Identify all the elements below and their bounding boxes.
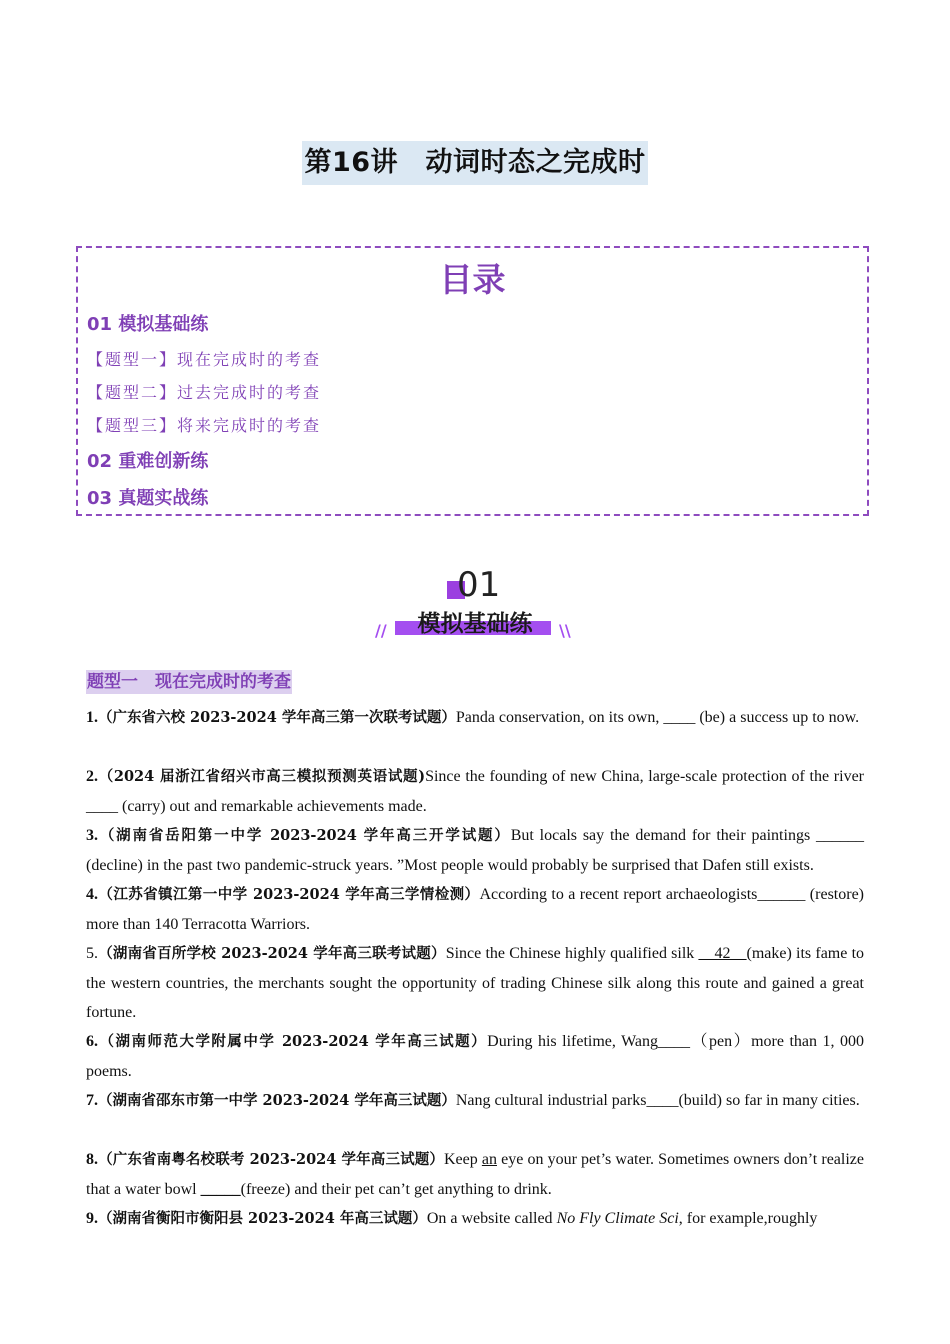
question-source: （湖南省岳阳第一中学 2023-2024 学年高三开学试题） bbox=[98, 827, 511, 844]
question-number: 2. bbox=[86, 768, 98, 785]
toc-item-1[interactable]: 【题型一】现在完成时的考查 bbox=[87, 350, 322, 369]
question-source: （湖南省邵东市第一中学 2023-2024 学年高三试题） bbox=[98, 1092, 456, 1109]
question-source: （广东省六校 2023-2024 学年高三第一次联考试题） bbox=[98, 709, 456, 726]
question-number: 1. bbox=[86, 709, 98, 726]
question-number: 4. bbox=[86, 886, 98, 903]
italic-title: No Fly Climate Sci bbox=[556, 1210, 679, 1227]
underlined-word: an bbox=[481, 1151, 497, 1168]
question-text: , for example,roughly bbox=[678, 1210, 818, 1227]
answer-blank: __42__ bbox=[698, 945, 747, 962]
question-text: According to a recent report archaeologists______ (restore) more than 140 Terracotta Warriors. bbox=[86, 886, 864, 933]
question-number: 3. bbox=[86, 827, 98, 844]
badge-left-mark: // bbox=[375, 621, 387, 640]
toc-item-2[interactable]: 【题型二】过去完成时的考查 bbox=[87, 383, 322, 402]
question-3 bbox=[86, 821, 864, 880]
toc-section-1[interactable]: 01 模拟基础练 bbox=[87, 314, 209, 335]
question-1 bbox=[86, 703, 864, 733]
question-text: Nang cultural industrial parks____(build) so far in many cities. bbox=[455, 1092, 860, 1109]
question-text: Since the Chinese highly qualified silk bbox=[445, 945, 699, 962]
question-text: But locals say the demand for their paintings ______ (decline) in the past two pandemic-struck years. ”Most people would probably be surprised that Dafen still exists. bbox=[86, 827, 865, 874]
question-number: 6. bbox=[86, 1033, 98, 1050]
question-9 bbox=[86, 1204, 864, 1234]
question-text: (make) its fame to the western countries, the merchants sought the opportunity of trading Chinese silk along this route and gained a great fortune. bbox=[86, 945, 865, 1021]
question-text: On a website called bbox=[426, 1210, 557, 1227]
section-badge bbox=[375, 565, 575, 645]
question-number: 9. bbox=[86, 1210, 98, 1227]
question-text: eye on your pet’s water. Sometimes owners don’t realize that a water bowl bbox=[86, 1151, 865, 1198]
question-text: Since the founding of new China, large-scale protection of the river ____ (carry) out and remarkable achievements made. bbox=[86, 768, 864, 815]
toc-section-3[interactable]: 03 真题实战练 bbox=[87, 488, 209, 509]
table-of-contents bbox=[76, 246, 869, 516]
question-8 bbox=[86, 1145, 864, 1204]
question-text: During his lifetime, Wang____（pen）more than 1, 000 poems. bbox=[86, 1033, 864, 1080]
badge-right-mark: \\ bbox=[559, 621, 571, 640]
question-4 bbox=[86, 880, 864, 939]
toc-item-3[interactable]: 【题型三】将来完成时的考查 bbox=[87, 416, 322, 435]
toc-heading: 目录 bbox=[439, 260, 506, 299]
question-source: （湖南省衡阳市衡阳县 2023-2024 年高三试题） bbox=[98, 1210, 427, 1227]
answer-blank: _____ bbox=[200, 1180, 241, 1198]
question-type-heading: 题型一 现在完成时的考查 bbox=[87, 672, 291, 692]
question-2 bbox=[86, 762, 864, 821]
toc-section-2[interactable]: 02 重难创新练 bbox=[87, 451, 209, 472]
question-number: 7. bbox=[86, 1092, 98, 1109]
question-source: （湖南师范大学附属中学 2023-2024 学年高三试题） bbox=[98, 1033, 488, 1050]
question-6 bbox=[86, 1027, 864, 1086]
question-5 bbox=[86, 939, 864, 1028]
doc-title: 第16讲 动词时态之完成时 bbox=[302, 141, 647, 185]
question-text: Keep bbox=[443, 1151, 482, 1168]
question-source: （2024 届浙江省绍兴市高三模拟预测英语试题) bbox=[98, 768, 426, 785]
question-source: （江苏省镇江第一中学 2023-2024 学年高三学情检测） bbox=[98, 886, 480, 903]
question-source: （广东省南粤名校联考 2023-2024 学年高三试题） bbox=[98, 1151, 444, 1168]
question-text: (freeze) and their pet can’t get anything to drink. bbox=[240, 1180, 552, 1198]
badge-label: 模拟基础练 bbox=[417, 611, 533, 637]
question-source: （湖南省百所学校 2023-2024 学年高三联考试题） bbox=[98, 945, 446, 962]
doc-title-wrap bbox=[0, 141, 950, 185]
question-text: Panda conservation, on its own, ____ (be) a success up to now. bbox=[455, 709, 860, 726]
badge-number: 01 bbox=[457, 565, 501, 605]
question-7 bbox=[86, 1086, 864, 1116]
question-number: 5. bbox=[86, 945, 98, 962]
question-number: 8. bbox=[86, 1151, 98, 1168]
